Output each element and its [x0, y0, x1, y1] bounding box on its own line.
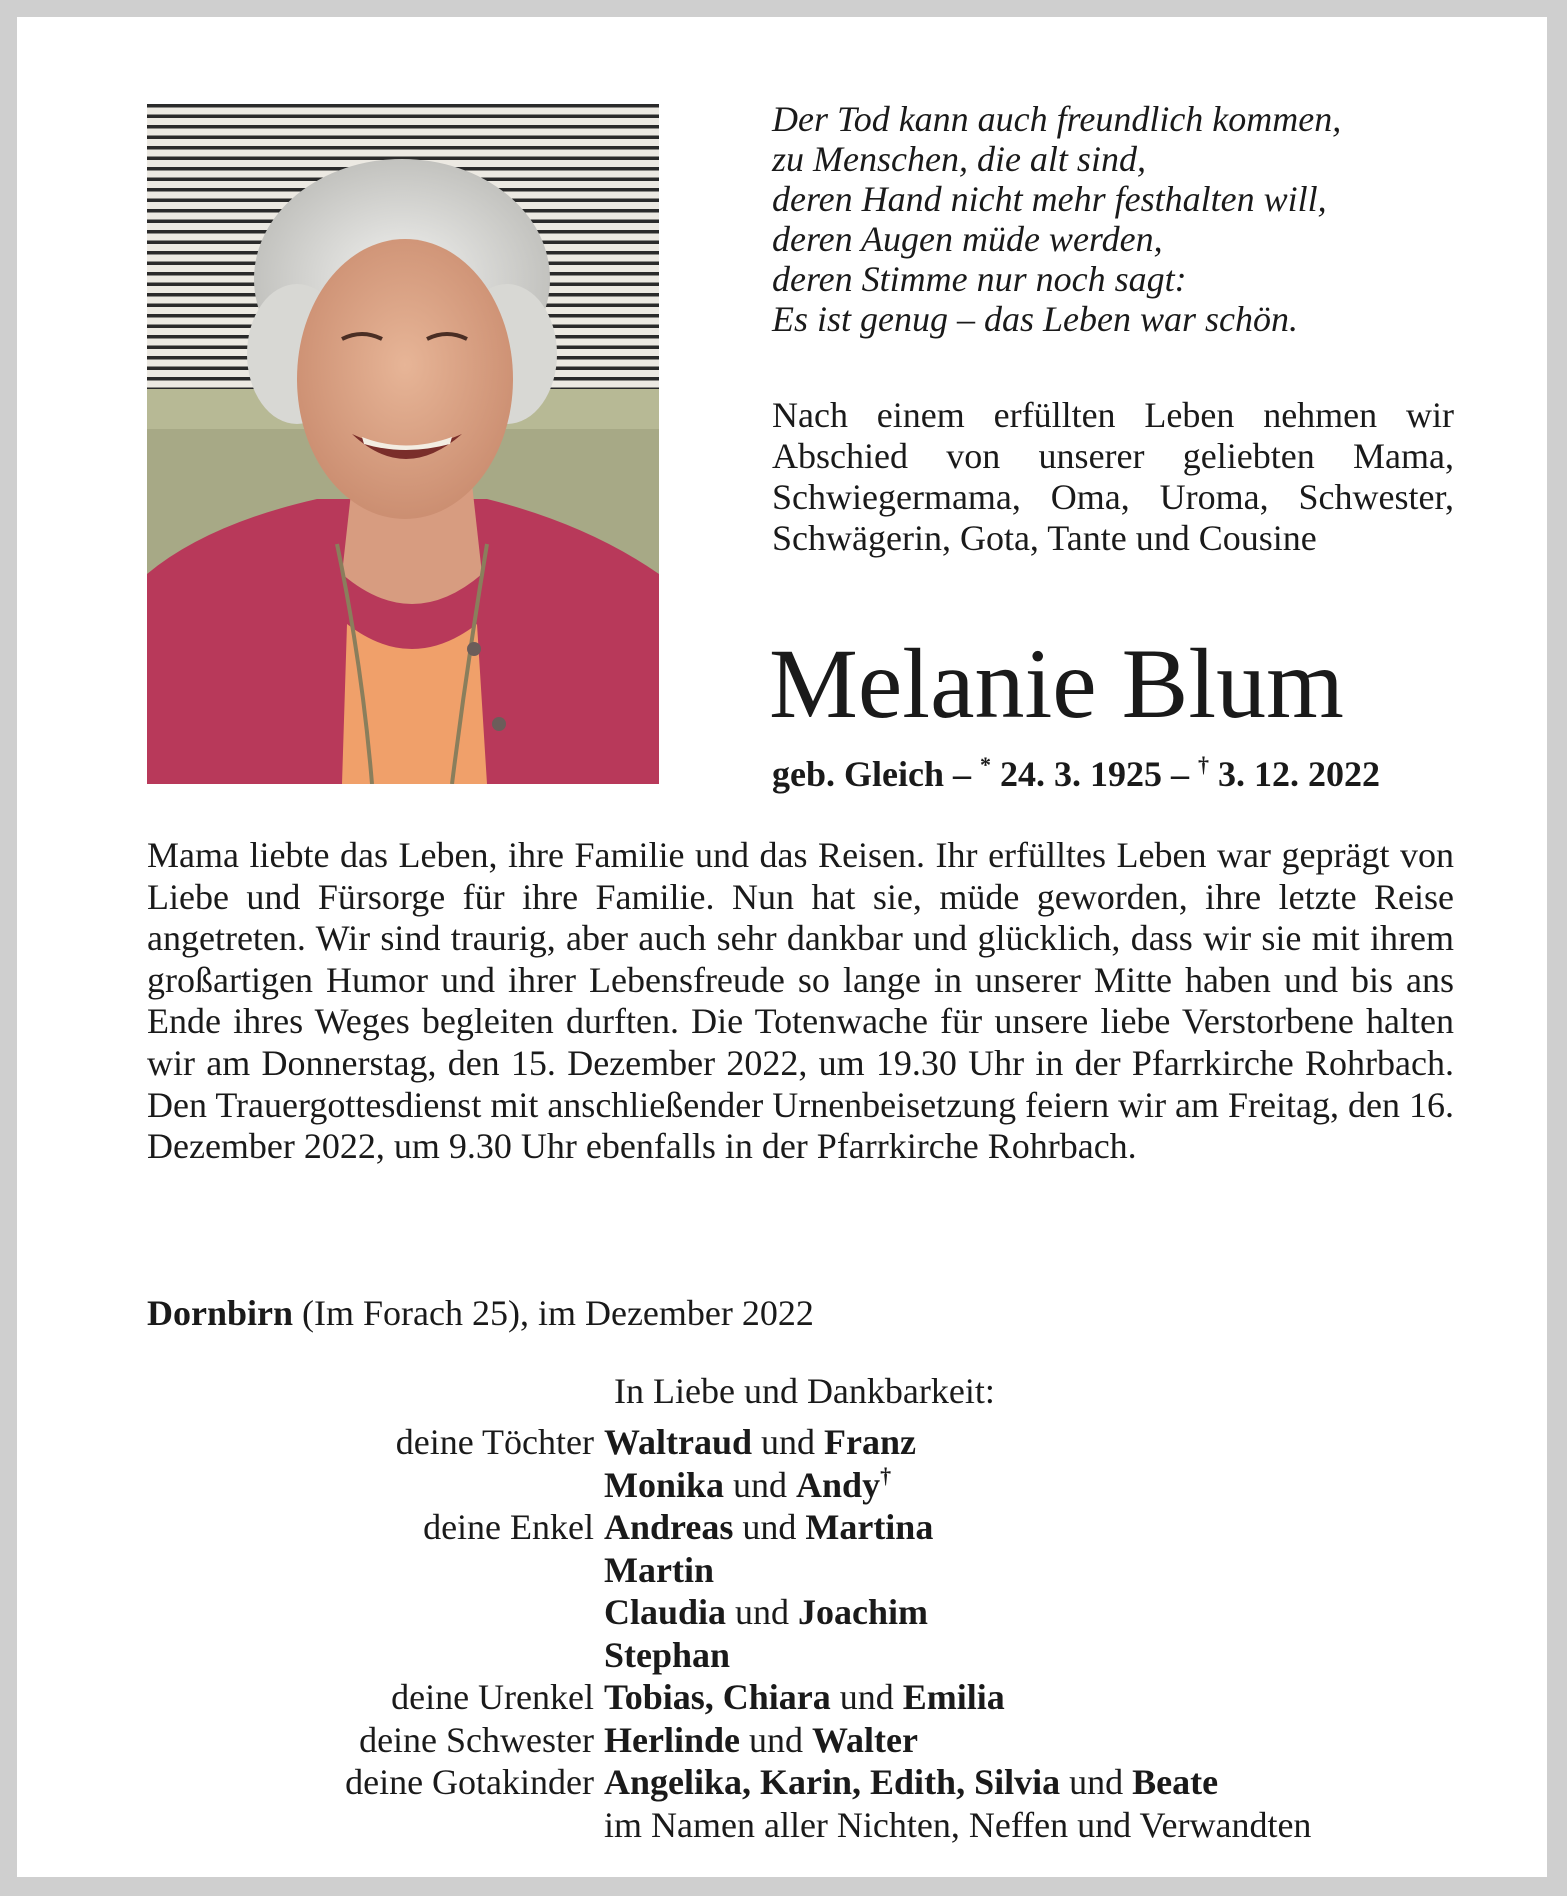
- family-row: [147, 1506, 1467, 1549]
- poem-line: deren Stimme nur noch sagt:: [772, 259, 1187, 299]
- city: Dornbirn: [147, 1293, 294, 1333]
- family-row: [147, 1464, 1467, 1507]
- family-names: [604, 1549, 1467, 1592]
- death-mark: †: [1197, 752, 1209, 777]
- family-role: [147, 1804, 604, 1847]
- deceased-name: Melanie Blum: [769, 628, 1344, 739]
- family-member-name: Claudia: [604, 1592, 727, 1632]
- address-date: (Im Forach 25), im Dezember 2022: [293, 1293, 814, 1333]
- family-member-name: Andy: [796, 1464, 881, 1505]
- family-role: deine Urenkel: [391, 1677, 594, 1717]
- family-names: [604, 1464, 1467, 1507]
- connector-text: im Namen aller Nichten, Neffen und Verwandten: [604, 1804, 1312, 1845]
- family-member-name: Joachim: [798, 1592, 929, 1632]
- family-row: [147, 1676, 1467, 1719]
- family-member-name: Tobias, Chiara: [604, 1677, 831, 1717]
- family-list: [147, 1421, 1467, 1846]
- connector-text: und: [724, 1464, 797, 1505]
- family-row: [147, 1761, 1467, 1804]
- connector-text: und: [733, 1507, 806, 1547]
- family-member-name: Walter: [811, 1719, 918, 1760]
- portrait-image: [147, 104, 659, 784]
- portrait-photo: [147, 104, 659, 784]
- intro-text: Nach einem erfüllten Leben nehmen wir Abschied von unserer geliebten Mama, Schwiegermama, Oma, Uroma, Schwester, Schwägerin, Gota, Tante und Cousine: [772, 395, 1454, 558]
- maiden-name: geb. Gleich: [772, 754, 944, 794]
- family-names: [604, 1634, 1467, 1677]
- family-member-name: Herlinde: [604, 1719, 740, 1760]
- family-row: [147, 1549, 1467, 1592]
- poem-line: Der Tod kann auch freundlich kommen,: [772, 99, 1342, 139]
- deceased-mark: †: [880, 1462, 892, 1488]
- family-names: [604, 1804, 1467, 1847]
- family-row: [147, 1719, 1467, 1762]
- family-member-name: Stephan: [604, 1634, 731, 1675]
- family-names: [604, 1506, 1467, 1549]
- dash: –: [943, 754, 980, 794]
- poem-line: Es ist genug – das Leben war schön.: [772, 299, 1298, 339]
- family-names: [604, 1719, 1467, 1762]
- family-role: [147, 1549, 604, 1592]
- family-member-name: Martin: [604, 1549, 714, 1590]
- family-names: [604, 1676, 1467, 1719]
- connector-text: und: [830, 1677, 903, 1717]
- poem: [772, 99, 1472, 339]
- family-member-name: Angelika, Karin, Edith, Silvia: [604, 1762, 1061, 1802]
- birth-mark: *: [979, 752, 991, 777]
- connector-text: und: [739, 1719, 812, 1760]
- place-date-line: [147, 1291, 814, 1335]
- birth-death-line: [772, 752, 1380, 796]
- family-role: [147, 1591, 604, 1634]
- obituary-card: [17, 17, 1547, 1877]
- poem-line: zu Menschen, die alt sind,: [772, 139, 1146, 179]
- family-role: deine Schwester: [359, 1719, 594, 1760]
- family-names: [604, 1761, 1467, 1804]
- family-names: [604, 1591, 1467, 1634]
- family-member-name: Andreas: [604, 1507, 734, 1547]
- family-member-name: Martina: [805, 1507, 934, 1547]
- family-role: deine Töchter: [395, 1422, 594, 1462]
- family-row: [147, 1591, 1467, 1634]
- family-member-name: Monika: [604, 1464, 725, 1505]
- family-member-name: Franz: [824, 1422, 916, 1462]
- birth-date: 24. 3. 1925: [990, 754, 1162, 794]
- dash: –: [1161, 754, 1198, 794]
- family-names: [604, 1421, 1467, 1464]
- family-role: deine Gotakinder: [345, 1762, 594, 1802]
- poem-line: deren Augen müde werden,: [772, 219, 1163, 259]
- family-member-name: Emilia: [902, 1677, 1005, 1717]
- family-member-name: Waltraud: [604, 1422, 753, 1462]
- signoff: In Liebe und Dankbarkeit:: [614, 1371, 995, 1411]
- family-row: [147, 1421, 1467, 1464]
- connector-text: und: [726, 1592, 799, 1632]
- obituary-body: Mama liebte das Leben, ihre Familie und das Reisen. Ihr erfülltes Leben war geprägt von Liebe und Fürsorge für ihre Familie. Nun hat sie, müde geworden, ihre letzte Reise angetreten. Wir sind traurig, aber auch sehr dankbar und glücklich, dass wir sie mit ihrem großartigen Humor und ihrer Lebensfreude so lange in unserer Mitte haben und bis ans Ende ihres Weges begleiten durften. Die Totenwache für unsere liebe Verstorbene halten wir am Donnerstag, den 15. Dezember 2022, um 19.30 Uhr in der Pfarrkirche Rohrbach. Den Trauergottesdienst mit anschließender Urnenbeisetzung feiern wir am Freitag, den 16. Dezember 2022, um 9.30 Uhr ebenfalls in der Pfarrkirche Rohrbach.: [147, 835, 1454, 1167]
- family-member-name: Beate: [1132, 1762, 1219, 1802]
- family-role: deine Enkel: [423, 1507, 594, 1547]
- poem-line: deren Hand nicht mehr festhalten will,: [772, 179, 1327, 219]
- family-role: [147, 1634, 604, 1677]
- family-role: [147, 1464, 604, 1507]
- death-date: 3. 12. 2022: [1208, 754, 1380, 794]
- family-row: [147, 1634, 1467, 1677]
- connector-text: und: [1060, 1762, 1133, 1802]
- connector-text: und: [752, 1422, 825, 1462]
- family-row: [147, 1804, 1467, 1847]
